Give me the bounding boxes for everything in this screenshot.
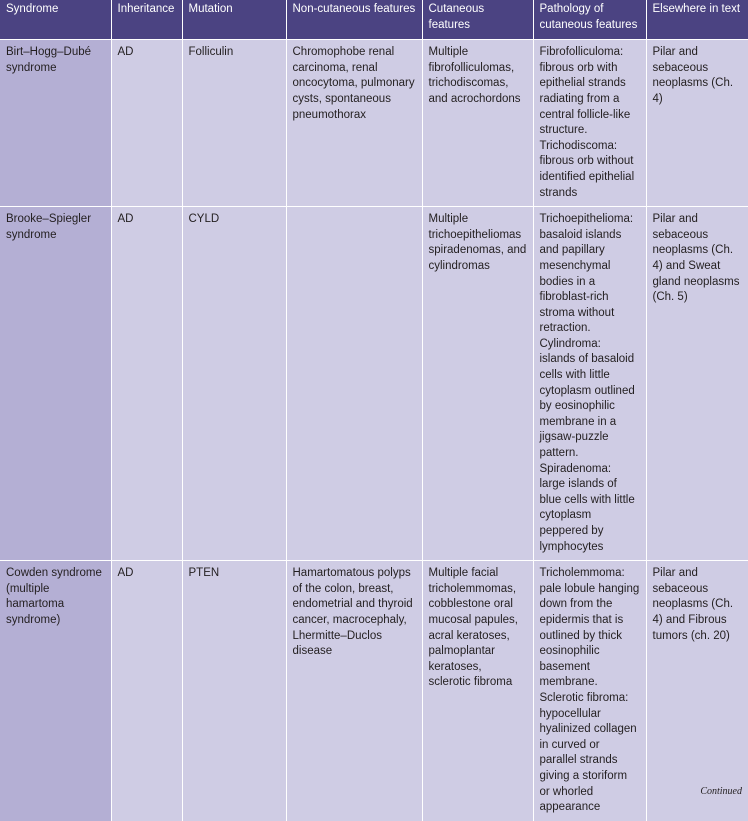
table-row [0,207,748,561]
cell-inheritance: AD [111,561,182,821]
cell-pathology [533,207,646,561]
pathology-entry: Fibrofolliculoma: fibrous orb with epithelial strands radiating from a central follicle-like structure. [539,46,631,137]
pathology-entry: Sclerotic fibroma: hypocellular hyalinized collagen in curved or parallel strands giving a storiform or whorled appearance [539,691,637,814]
table-row [0,40,748,207]
header-non-cutaneous: Non-cutaneous features [286,0,422,40]
cell-syndrome: Cowden syndrome (multiple hamartoma syndrome) [0,561,111,821]
cell-mutation: CYLD [182,207,286,561]
header-syndrome: Syndrome [0,0,111,40]
cell-inheritance: AD [111,40,182,207]
header-cutaneous: Cutaneous features [422,0,533,40]
cell-cutaneous: Multiple fibrofolliculomas, trichodiscomas, and acrochordons [422,40,533,207]
pathology-entry: Tricholemmoma: pale lobule hanging down from the epidermis that is outlined by thick eosinophilic basement membrane. [539,567,640,689]
cell-syndrome: Birt–Hogg–Dubé syndrome [0,40,111,207]
cell-inheritance: AD [111,207,182,561]
table-row [0,561,748,821]
header-pathology: Pathology of cutaneous features [533,0,646,40]
header-elsewhere: Elsewhere in text [646,0,748,40]
cell-mutation: PTEN [182,561,286,821]
continued-note: Continued [700,786,742,797]
cell-pathology [533,40,646,207]
pathology-entry: Cylindroma: islands of basaloid cells with little cytoplasm outlined by eosinophilic membrane in a jigsaw-puzzle pattern. [539,337,635,460]
cell-mutation: Folliculin [182,40,286,207]
cell-syndrome: Brooke–Spiegler syndrome [0,207,111,561]
cell-elsewhere: Pilar and sebaceous neoplasms (Ch. 4) [646,40,748,207]
cell-pathology [533,561,646,821]
cell-non-cutaneous [286,207,422,561]
header-mutation: Mutation [182,0,286,40]
pathology-entry: Spiradenoma: large islands of blue cells with little cytoplasm peppered by lymphocytes [539,462,635,553]
pathology-entry: Trichoepithelioma: basaloid islands and papillary mesenchymal bodies in a fibroblast-rich stroma without retraction. [539,213,634,335]
cell-elsewhere: Pilar and sebaceous neoplasms (Ch. 4) and Sweat gland neoplasms (Ch. 5) [646,207,748,561]
cell-cutaneous: Multiple facial tricholemmomas, cobblestone oral mucosal papules, acral keratoses, palmoplantar keratoses, sclerotic fibroma [422,561,533,821]
cell-cutaneous: Multiple trichoepitheliomas spiradenomas, and cylindromas [422,207,533,561]
pathology-entry: Trichodiscoma: fibrous orb without identified epithelial strands [539,139,635,199]
header-row [0,0,748,40]
cell-non-cutaneous: Chromophobe renal carcinoma, renal oncocytoma, pulmonary cysts, spontaneous pneumothorax [286,40,422,207]
cell-elsewhere: Pilar and sebaceous neoplasms (Ch. 4) and Fibrous tumors (ch. 20) [646,561,748,821]
header-inheritance: Inheritance [111,0,182,40]
cell-non-cutaneous: Hamartomatous polyps of the colon, breast, endometrial and thyroid cancer, macrocephaly, Lhermitte–Duclos disease [286,561,422,821]
